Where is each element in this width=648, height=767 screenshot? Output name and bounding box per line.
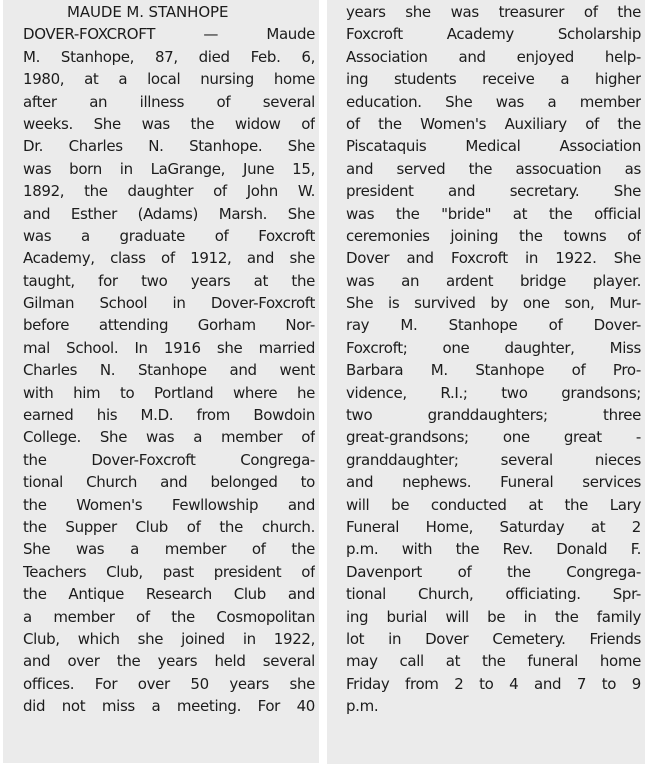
text-line: before attending Gorham Nor- [23, 316, 315, 335]
text-line: was born in LaGrange, June 15, [23, 159, 315, 178]
text-line: She is survived by one son, Mur- [346, 294, 641, 313]
text-line: and over the years held several [23, 652, 315, 671]
text-line: two granddaughters; three [346, 406, 641, 425]
text-line: was the "bride" at the official [346, 204, 641, 223]
text-line: M. Stanhope, 87, died Feb. 6, [23, 47, 315, 66]
text-line: Association and enjoyed help- [346, 47, 641, 66]
text-line: p.m. [346, 697, 379, 716]
text-line: weeks. She was the widow of [23, 114, 315, 133]
text-line: tional Church and belonged to [23, 473, 315, 492]
text-line: earned his M.D. from Bowdoin [23, 406, 315, 425]
text-line: of the Women's Auxiliary of the [346, 114, 641, 133]
text-line: offices. For over 50 years she [23, 674, 315, 693]
text-line: Piscataquis Medical Association [346, 137, 641, 156]
text-line: was a graduate of Foxcroft [23, 226, 315, 245]
text-line: College. She was a member of [23, 428, 315, 447]
text-line: president and secretary. She [346, 182, 641, 201]
text-line: education. She was a member [346, 92, 641, 111]
text-line: Friday from 2 to 4 and 7 to 9 [346, 674, 641, 693]
text-line: Gilman School in Dover-Foxcroft [23, 294, 315, 313]
text-line: 1892, the daughter of John W. [23, 182, 315, 201]
text-line: ceremonies joining the towns of [346, 226, 641, 245]
text-line: the Dover-Foxcroft Congrega- [23, 450, 315, 469]
text-line: was an ardent bridge player. [346, 271, 641, 290]
text-line: lot in Dover Cemetery. Friends [346, 629, 641, 648]
text-line: the Women's Fewllowship and [23, 495, 315, 514]
text-line: years she was treasurer of the [346, 3, 641, 21]
text-line: ray M. Stanhope of Dover- [346, 316, 641, 335]
left-column [3, 0, 319, 763]
text-line: Foxcroft; one daughter, Miss [346, 338, 641, 357]
text-line: did not miss a meeting. For 40 [23, 697, 315, 716]
text-line: and served the assocuation as [346, 159, 641, 178]
text-line: great-grandsons; one great - [346, 428, 641, 447]
text-line: She was a member of the [23, 540, 315, 559]
text-line: granddaughter; several nieces [346, 450, 641, 469]
text-line: a member of the Cosmopolitan [23, 607, 315, 626]
text-line: Academy, class of 1912, and she [23, 249, 315, 268]
text-line: and nephews. Funeral services [346, 473, 641, 492]
text-line: Barbara M. Stanhope of Pro- [346, 361, 641, 380]
text-line: Foxcroft Academy Scholarship [346, 25, 641, 44]
text-line: vidence, R.I.; two grandsons; [346, 383, 641, 402]
text-line: with him to Portland where he [23, 383, 315, 402]
text-line: 1980, at a local nursing home [23, 70, 315, 89]
text-line: ing burial will be in the family [346, 607, 641, 626]
text-line: the Supper Club of the church. [23, 517, 315, 536]
text-line: and Esther (Adams) Marsh. She [23, 204, 315, 223]
right-column [327, 0, 645, 764]
text-line: mal School. In 1916 she married [23, 338, 315, 357]
text-line: p.m. with the Rev. Donald F. [346, 540, 641, 559]
text-line: Davenport of the Congrega- [346, 562, 641, 581]
text-line: Club, which she joined in 1922, [23, 629, 315, 648]
text-line: tional Church, officiating. Spr- [346, 585, 641, 604]
text-line: the Antique Research Club and [23, 585, 315, 604]
text-line: Dover and Foxcroft in 1922. She [346, 249, 641, 268]
text-line: taught, for two years at the [23, 271, 315, 290]
text-line: ing students receive a higher [346, 70, 641, 89]
text-line: after an illness of several [23, 92, 315, 111]
text-line: will be conducted at the Lary [346, 495, 641, 514]
text-line: may call at the funeral home [346, 652, 641, 671]
text-line: Dr. Charles N. Stanhope. She [23, 137, 315, 156]
text-line: Charles N. Stanhope and went [23, 361, 315, 380]
obituary-headline: MAUDE M. STANHOPE [67, 3, 229, 21]
text-line: DOVER-FOXCROFT — Maude [23, 25, 315, 44]
text-line: Funeral Home, Saturday at 2 [346, 517, 641, 536]
text-line: Teachers Club, past president of [23, 562, 315, 581]
